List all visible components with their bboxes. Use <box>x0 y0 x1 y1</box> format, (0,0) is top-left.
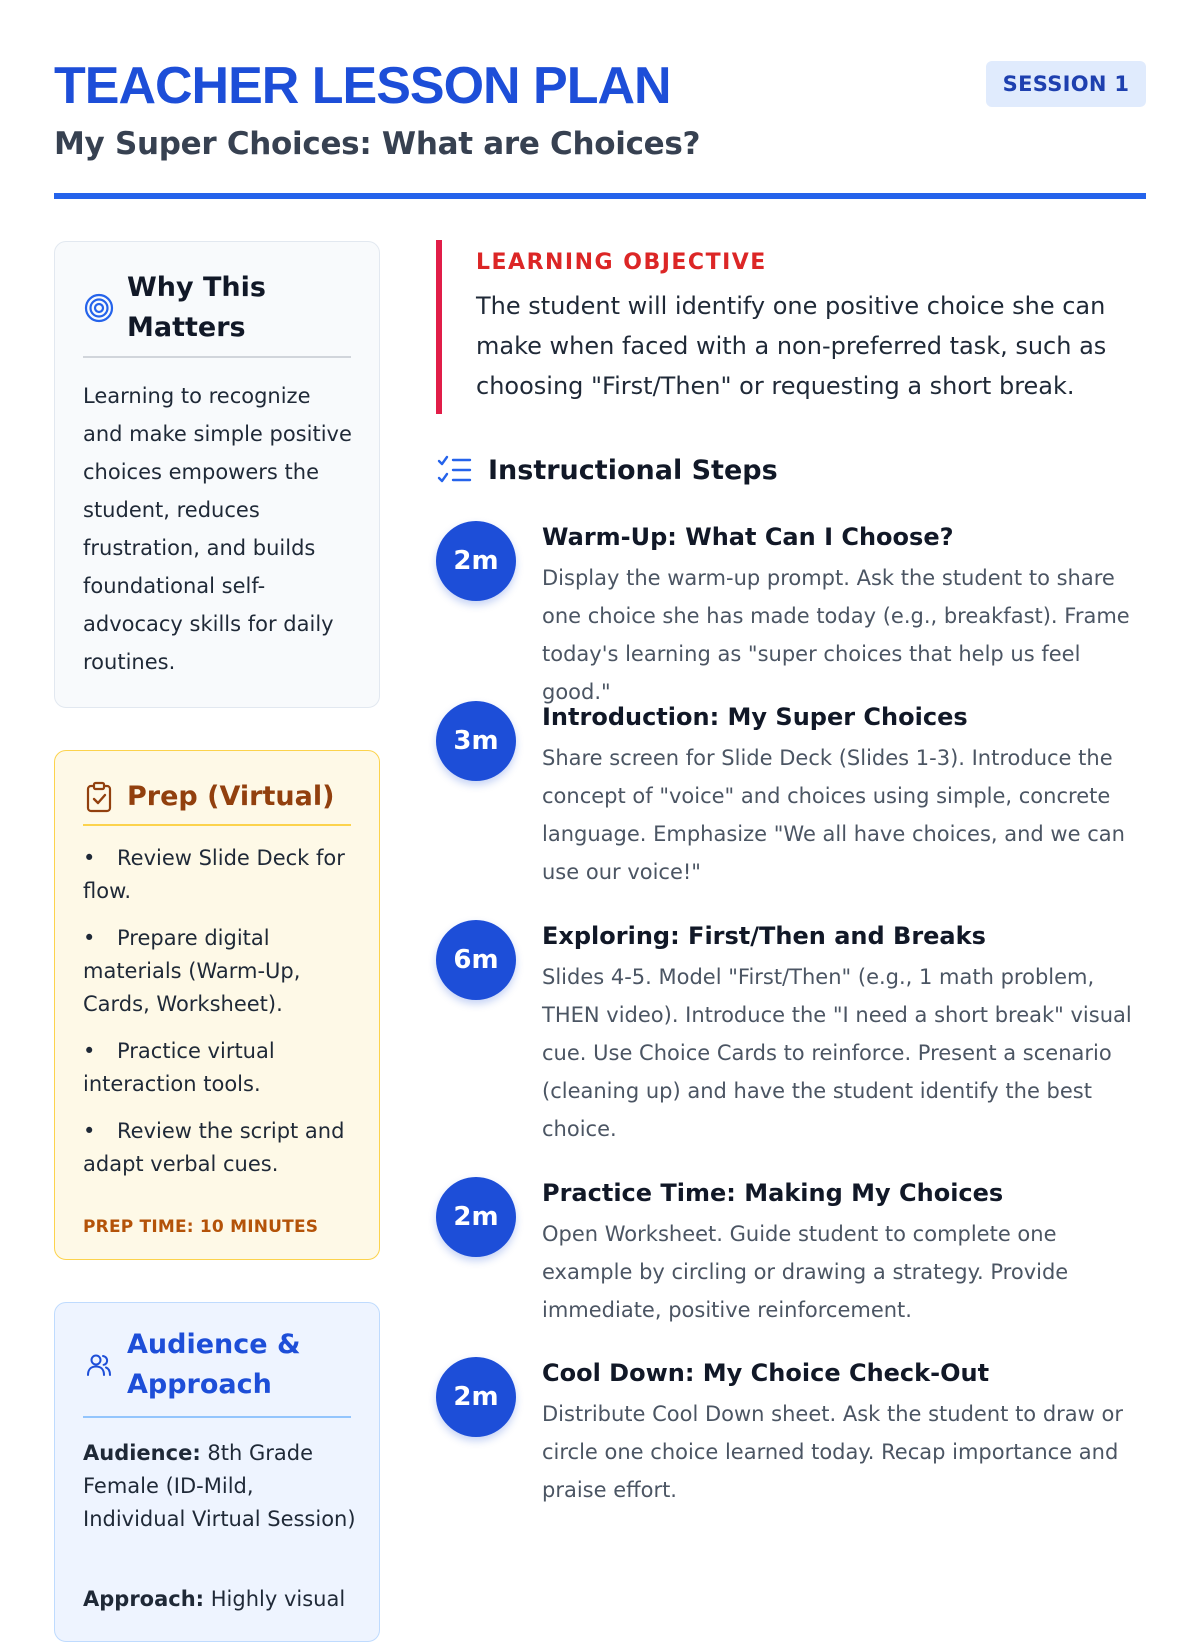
objective-label: LEARNING OBJECTIVE <box>476 250 767 275</box>
prep-list-item: • Review Slide Deck for flow. <box>83 842 359 908</box>
bullet-icon: • <box>83 1119 96 1143</box>
prep-card <box>54 750 380 1260</box>
step-time-badge: 2m <box>436 521 516 601</box>
why-card-divider <box>83 356 351 358</box>
bullet-icon: • <box>83 1039 96 1063</box>
why-card-header <box>83 268 351 348</box>
step-time-badge: 2m <box>436 1177 516 1257</box>
step-description: Display the warm-up prompt. Ask the student to share one choice she has made today (e.g., breakfast). Frame today's learning as "super choices that help us feel good." <box>542 566 1130 704</box>
session-badge: SESSION 1 <box>986 61 1146 107</box>
step-time-badge: 2m <box>436 1357 516 1437</box>
step-title: Practice Time: Making My Choices <box>542 1179 1004 1207</box>
page-header <box>54 50 1146 200</box>
prep-list-item: • Practice virtual interaction tools. <box>83 1035 359 1101</box>
step-description: Share screen for Slide Deck (Slides 1-3). Introduce the concept of "voice" and choices using simple, concrete language. Emphasize "We all have choices, and we can use our voice!" <box>542 746 1125 884</box>
why-card-text: Learning to recognize and make simple positive choices empowers the student, reduces frustration, and builds foundational self-advocacy skills for daily routines. <box>83 384 352 674</box>
page-subtitle: My Super Choices: What are Choices? <box>54 126 701 162</box>
prep-list <box>83 842 359 1195</box>
users-icon <box>83 1349 115 1381</box>
prep-list-item: • Prepare digital materials (Warm-Up, Cards, Worksheet). <box>83 922 359 1021</box>
header-divider <box>54 193 1146 199</box>
prep-card-title: Prep (Virtual) <box>127 781 335 812</box>
step-time-badge: 3m <box>436 701 516 781</box>
step-time-badge: 6m <box>436 920 516 1000</box>
prep-time: PREP TIME: 10 MINUTES <box>83 1217 319 1237</box>
audience-approach-card <box>54 1302 380 1642</box>
lesson-plan-page <box>54 0 1146 1611</box>
approach-text: Approach: Highly visual <box>83 1587 346 1611</box>
instructional-steps-title: Instructional Steps <box>488 454 778 486</box>
audience-card-header <box>83 1325 351 1405</box>
step-title: Exploring: First/Then and Breaks <box>542 922 986 950</box>
audience-card-title: Audience & Approach <box>127 1329 301 1400</box>
step-description: Distribute Cool Down sheet. Ask the student to draw or circle one choice learned today. Recap importance and praise effort. <box>542 1402 1123 1502</box>
audience-card-divider <box>83 1416 351 1418</box>
objective-text: The student will identify one positive choice she can make when faced with a non-preferred task, such as choosing "First/Then" or requesting a short break. <box>476 292 1107 400</box>
bullet-icon: • <box>83 926 96 950</box>
step-title: Warm-Up: What Can I Choose? <box>542 523 954 551</box>
audience-text: Audience: 8th Grade Female (ID-Mild, Individual Virtual Session) <box>83 1441 356 1531</box>
page-title: TEACHER LESSON PLAN <box>54 57 671 115</box>
step-title: Cool Down: My Choice Check-Out <box>542 1359 990 1387</box>
clipboard-check-icon <box>83 781 115 813</box>
why-this-matters-card <box>54 241 380 708</box>
prep-card-header <box>83 777 351 817</box>
why-card-title: Why This Matters <box>127 272 266 343</box>
bullet-icon: • <box>83 846 96 870</box>
prep-card-divider <box>83 824 351 826</box>
checklist-icon <box>436 452 472 488</box>
prep-list-item: • Review the script and adapt verbal cues. <box>83 1115 359 1181</box>
learning-objective <box>436 240 1146 414</box>
step-description: Open Worksheet. Guide student to complete one example by circling or drawing a strategy. Provide immediate, positive reinforcement. <box>542 1222 1069 1322</box>
step-title: Introduction: My Super Choices <box>542 703 968 731</box>
target-icon <box>83 292 115 324</box>
instructional-steps-header <box>436 452 778 488</box>
step-description: Slides 4-5. Model "First/Then" (e.g., 1 math problem, THEN video). Introduce the "I need a short break" visual cue. Use Choice Cards to reinforce. Present a scenario (cleaning up) and have the student identify the best choice. <box>542 965 1132 1141</box>
